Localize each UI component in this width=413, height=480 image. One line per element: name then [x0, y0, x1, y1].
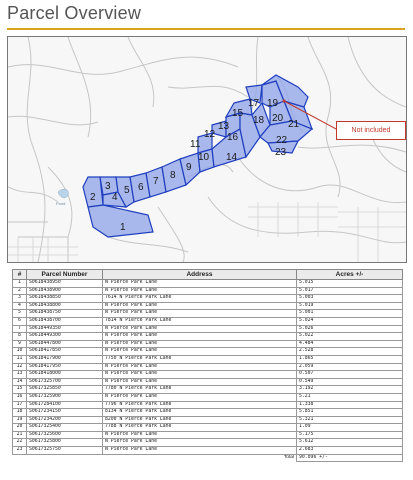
table-row	[13, 295, 403, 303]
cell-address: N Pierce Park Lane	[103, 431, 297, 439]
table-row	[13, 416, 403, 424]
cell-address: N Pierce Park Lane	[103, 310, 297, 318]
cell-parcel-number: S0618417900	[27, 355, 103, 363]
parcel-label-19: 19	[267, 98, 279, 109]
table-row	[13, 409, 403, 417]
parcel-label-21: 21	[288, 119, 300, 130]
cell-acres: 5.175	[297, 431, 403, 439]
cell-parcel-number: S0618438750	[27, 310, 103, 318]
table-row	[13, 280, 403, 288]
parcel-label-8: 8	[170, 170, 176, 181]
parcel-label-5: 5	[124, 185, 130, 196]
cell-acres: 0.549	[297, 378, 403, 386]
parcel-label-15: 15	[232, 108, 244, 119]
cell-num: 3	[13, 295, 27, 303]
table-row	[13, 310, 403, 318]
cell-acres: 0.507	[297, 371, 403, 379]
parcel-label-2: 2	[90, 192, 96, 203]
cell-acres: 5.017	[297, 287, 403, 295]
cell-address: 7780 N Pierce Park Lane	[103, 386, 297, 394]
cell-num: 16	[13, 393, 27, 401]
cell-address: N Pierce Park Lane	[103, 325, 297, 333]
cell-num: 2	[13, 287, 27, 295]
cell-num: 11	[13, 355, 27, 363]
cell-address: N Pierce Park Lane	[103, 340, 297, 348]
cell-parcel-number: S0617284100	[27, 401, 103, 409]
parcel-label-1: 1	[120, 222, 126, 233]
table-header-row	[13, 270, 403, 280]
cell-num: 10	[13, 348, 27, 356]
cell-parcel-number: S0618418000	[27, 371, 103, 379]
cell-address: N Pierce Park Lane	[103, 287, 297, 295]
parcel-label-16: 16	[227, 132, 239, 143]
cell-parcel-number: S0618449300	[27, 333, 103, 341]
table-total-row	[13, 454, 403, 462]
parcel-map-svg	[8, 37, 406, 262]
cell-num: 22	[13, 439, 27, 447]
parcel-label-14: 14	[226, 152, 238, 163]
cell-acres: 5.612	[297, 439, 403, 447]
not-included-callout: Not included	[336, 121, 406, 140]
parcel-label-20: 20	[272, 113, 284, 124]
cell-parcel-number: S0618438900	[27, 287, 103, 295]
table-row	[13, 325, 403, 333]
cell-parcel-number: S0618417950	[27, 363, 103, 371]
cell-num: 23	[13, 447, 27, 455]
cell-acres: 1.09	[297, 424, 403, 432]
cell-parcel-number: S0618438850	[27, 295, 103, 303]
parcel-label-4: 4	[112, 192, 118, 203]
table-row	[13, 439, 403, 447]
title-divider	[7, 28, 405, 30]
cell-num: 9	[13, 340, 27, 348]
parcel-label-18: 18	[253, 115, 265, 126]
parcel-label-12: 12	[204, 129, 216, 140]
parcel-label-11: 11	[190, 139, 201, 150]
cell-address: 8200 N Pierce Park Lane	[103, 416, 297, 424]
cell-num: 4	[13, 302, 27, 310]
parcel-label-9: 9	[186, 162, 192, 173]
cell-num: 21	[13, 431, 27, 439]
table-row	[13, 340, 403, 348]
table-row	[13, 371, 403, 379]
cell-parcel-number: S0617234200	[27, 416, 103, 424]
cell-num: 6	[13, 317, 27, 325]
cell-acres: 5.024	[297, 317, 403, 325]
cell-acres: 5.001	[297, 310, 403, 318]
table-row	[13, 302, 403, 310]
table-row	[13, 447, 403, 455]
cell-parcel-number: S0618417850	[27, 348, 103, 356]
cell-address: 7788 N Pierce Park Lane	[103, 424, 297, 432]
parcel-label-17: 17	[248, 98, 260, 109]
cell-acres: 5.003	[297, 295, 403, 303]
table-row	[13, 431, 403, 439]
cell-parcel-number: S0617325400	[27, 424, 103, 432]
cell-num: 8	[13, 333, 27, 341]
table-row	[13, 317, 403, 325]
cell-num: 18	[13, 409, 27, 417]
cell-parcel-number: S0617325900	[27, 393, 103, 401]
cell-acres: 5.21	[297, 393, 403, 401]
col-header-num: #	[13, 270, 27, 280]
cell-num: 14	[13, 378, 27, 386]
table-row	[13, 386, 403, 394]
cell-acres: 2.528	[297, 348, 403, 356]
cell-acres: 1.338	[297, 401, 403, 409]
cell-acres: 5.015	[297, 280, 403, 288]
cell-address: 7750 N Pierce Park Lane	[103, 355, 297, 363]
cell-address: 7814 N Pierce Park Lane	[103, 317, 297, 325]
table-row	[13, 333, 403, 341]
table-row	[13, 363, 403, 371]
cell-address: 7614 N Pierce Park Lane	[103, 295, 297, 303]
cell-acres: 3.192	[297, 386, 403, 394]
total-value: 90.096 +/-	[297, 454, 403, 462]
cell-address: 8134 N Pierce Park Lane	[103, 409, 297, 417]
cell-num: 12	[13, 363, 27, 371]
cell-parcel-number: S0617325750	[27, 447, 103, 455]
cell-address: N Pierce Park Lane	[103, 378, 297, 386]
parcel-map	[7, 36, 407, 263]
cell-address: N Pierce Park Lane	[103, 280, 297, 288]
parcel-table-wrapper	[12, 269, 402, 462]
cell-address: N Pierce Park Lane	[103, 302, 297, 310]
cell-num: 1	[13, 280, 27, 288]
cell-acres: 2.683	[297, 447, 403, 455]
table-row	[13, 355, 403, 363]
parcel-label-22: 22	[276, 135, 288, 146]
parcel-label-10: 10	[198, 152, 210, 163]
parcel-label-13: 13	[218, 121, 230, 132]
table-row	[13, 287, 403, 295]
cell-parcel-number: S0617325700	[27, 378, 103, 386]
total-label: Total	[283, 454, 294, 460]
col-header-address: Address	[103, 270, 297, 280]
cell-address: N Pierce Park Lane	[103, 393, 297, 401]
cell-acres: 5.321	[297, 416, 403, 424]
cell-acres: 2.059	[297, 363, 403, 371]
table-row	[13, 401, 403, 409]
parcel-label-3: 3	[105, 181, 111, 192]
table-row	[13, 424, 403, 432]
cell-acres: 1.865	[297, 355, 403, 363]
cell-num: 20	[13, 424, 27, 432]
parcel-table	[12, 269, 403, 462]
table-row	[13, 393, 403, 401]
cell-acres: 5.022	[297, 333, 403, 341]
cell-num: 15	[13, 386, 27, 394]
table-row	[13, 348, 403, 356]
cell-parcel-number: S0618438950	[27, 280, 103, 288]
cell-parcel-number: S0617325600	[27, 431, 103, 439]
cell-address: N Pierce Park Lane	[103, 439, 297, 447]
cell-num: 5	[13, 310, 27, 318]
col-header-acres: Acres +/-	[297, 270, 403, 280]
cell-address: 7796 N Pierce Park Lane	[103, 401, 297, 409]
parcel-label-6: 6	[138, 182, 144, 193]
cell-num: 19	[13, 416, 27, 424]
table-row	[13, 378, 403, 386]
cell-parcel-number: S0618447800	[27, 340, 103, 348]
cell-acres: 4.484	[297, 340, 403, 348]
table-body	[13, 280, 403, 455]
cell-address: N Pierce Park Lane	[103, 333, 297, 341]
cell-address: N Pierce Park Lane	[103, 447, 297, 455]
cell-parcel-number: S0618449350	[27, 325, 103, 333]
parcel-label-23: 23	[275, 147, 287, 158]
col-header-parcel-number: Parcel Number	[27, 270, 103, 280]
cell-acres: 5.851	[297, 409, 403, 417]
cell-num: 7	[13, 325, 27, 333]
callout-leader-dot-icon	[283, 100, 286, 103]
cell-num: 13	[13, 371, 27, 379]
pond-label-icon: Pond	[56, 201, 66, 206]
cell-address: N Pierce Park Lane	[103, 363, 297, 371]
cell-num: 17	[13, 401, 27, 409]
cell-address: N Pierce Park Lane	[103, 348, 297, 356]
cell-parcel-number: S0617325800	[27, 439, 103, 447]
cell-parcel-number: S0617325850	[27, 386, 103, 394]
cell-acres: 5.019	[297, 302, 403, 310]
cell-parcel-number: S0617234150	[27, 409, 103, 417]
cell-address: N Pierce Park Lane	[103, 371, 297, 379]
page-title: Parcel Overview	[7, 3, 142, 23]
cell-parcel-number: S0618438800	[27, 302, 103, 310]
cell-parcel-number: S0618438700	[27, 317, 103, 325]
parcel-label-7: 7	[153, 176, 159, 187]
cell-acres: 5.026	[297, 325, 403, 333]
